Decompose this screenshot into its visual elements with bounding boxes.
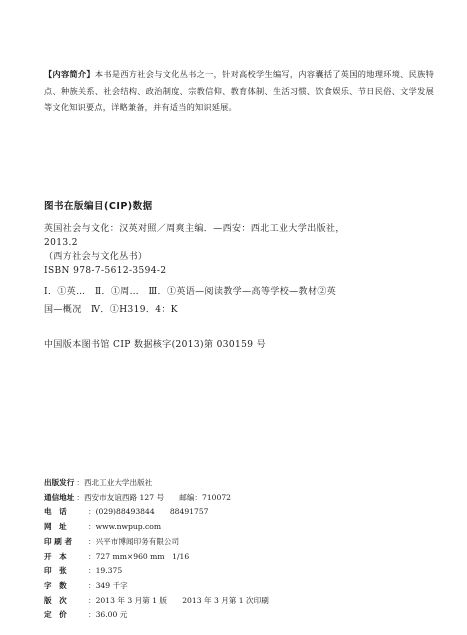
- cip-main-record: [44, 222, 434, 278]
- cip-heading: 图书在版编目(CIP)数据: [44, 201, 153, 212]
- imprint-row-wordcount: [44, 579, 364, 594]
- imprint-value: ：19.375: [88, 566, 123, 576]
- imprint-row-price: [44, 608, 364, 623]
- cip-line-year: 2013.2: [44, 238, 78, 248]
- imprint-row-format: [44, 550, 364, 565]
- cip-classification: [44, 283, 434, 319]
- content-summary: [44, 66, 434, 116]
- cip-data-number: 中国版本图书馆 CIP 数据核字(2013)第 030159 号: [44, 340, 267, 350]
- imprint-value: ：西安市友谊西路 127 号 邮编：710072: [76, 492, 231, 502]
- imprint-row-sheets: [44, 564, 364, 579]
- imprint-key: 定 价: [44, 610, 67, 620]
- imprint-key: 字 数: [44, 580, 67, 590]
- imprint-key: 印 张: [44, 566, 67, 576]
- summary-label: 【内容简介】: [44, 69, 95, 79]
- summary-text: 本书是西方社会与文化丛书之一，针对高校学生编写，内容囊括了英国的地理环境、民族特点、种族关系、社会结构、政治制度、宗教信仰、教育体制、生活习惯、饮食娱乐、节日民俗、文学发展等文化知识要点，详略兼备，并有适当的知识延展。: [44, 69, 434, 112]
- imprint-value: ：2013 年 3 月第 1 版 2013 年 3 月第 1 次印刷: [88, 595, 269, 605]
- cip-class-line-2: 国—概况 Ⅳ．①H319．4：K: [44, 305, 178, 315]
- imprint-key: 通信地址: [44, 492, 75, 502]
- imprint-row-printer: [44, 535, 364, 550]
- imprint-block: [44, 476, 364, 623]
- imprint-row-website: [44, 520, 364, 535]
- imprint-key: 电 话: [44, 507, 67, 517]
- imprint-key: 印 刷 者: [44, 536, 73, 546]
- cip-line-series: （西方社会与文化丛书）: [44, 252, 148, 262]
- imprint-value: ：349 千字: [88, 580, 128, 590]
- imprint-value: ：727 mm×960 mm 1/16: [88, 551, 190, 561]
- imprint-row-address: [44, 491, 364, 506]
- imprint-row-phone: [44, 505, 364, 520]
- imprint-key: 版 次: [44, 595, 67, 605]
- imprint-key: 网 址: [44, 522, 67, 532]
- imprint-value: ：36.00 元: [88, 610, 128, 620]
- imprint-value: ：www.nwpup.com: [88, 522, 162, 532]
- imprint-row-edition: [44, 594, 364, 609]
- imprint-row-publisher: [44, 476, 364, 491]
- cip-line-title: 英国社会与文化：汉英对照／周爽主编．—西安：西北工业大学出版社，: [44, 224, 345, 234]
- imprint-key: 开 本: [44, 551, 67, 561]
- cip-line-isbn: ISBN 978-7-5612-3594-2: [44, 266, 167, 276]
- cip-class-line-1: Ⅰ．①英… Ⅱ．①周… Ⅲ．①英语—阅读教学—高等学校—教材②英: [44, 287, 337, 297]
- imprint-key: 出版发行: [44, 478, 75, 487]
- imprint-value: ：兴平市博闻印务有限公司: [88, 536, 180, 546]
- imprint-value: ：西北工业大学出版社: [76, 478, 153, 487]
- imprint-value: ：(029)88493844 88491757: [88, 507, 209, 517]
